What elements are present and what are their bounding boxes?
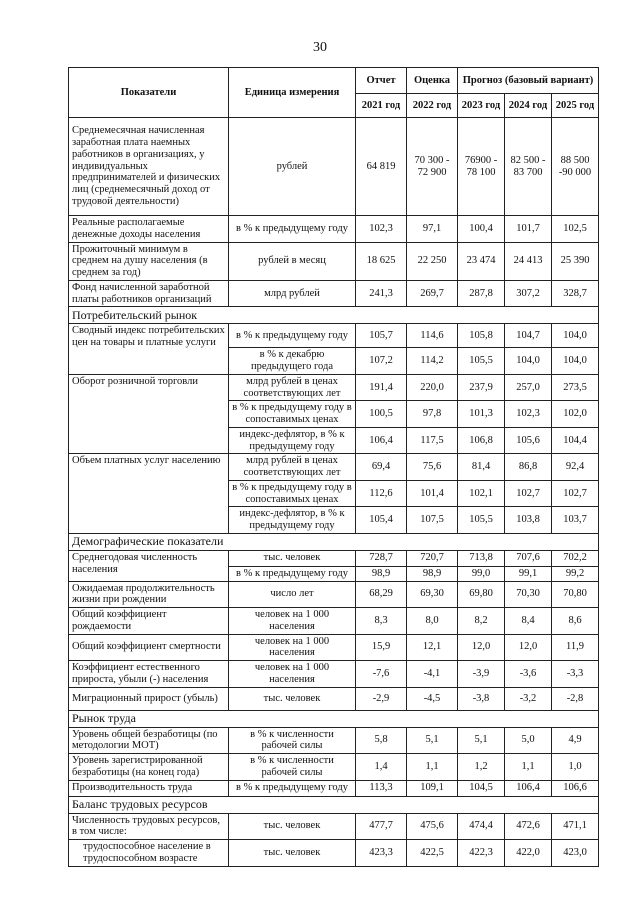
- unit-cell: человек на 1 000 населения: [229, 634, 356, 661]
- value-cell: 86,8: [505, 454, 552, 481]
- value-cell: 422,3: [458, 840, 505, 867]
- value-cell: 5,1: [407, 727, 458, 754]
- value-cell: 12,0: [505, 634, 552, 661]
- indicator-label: Сводный индекс потребительских цен на товары и платные услуги: [69, 324, 229, 375]
- value-cell: 423,0: [552, 840, 599, 867]
- value-cell: 728,7: [356, 550, 407, 566]
- unit-cell: в % к предыдущему году: [229, 780, 356, 796]
- value-cell: -3,8: [458, 687, 505, 710]
- section-title: Демографические показатели: [69, 533, 599, 550]
- unit-cell: в % к декабрю предыдущего года: [229, 348, 356, 375]
- value-cell: 1,2: [458, 754, 505, 781]
- indicator-label: Ожидаемая продолжительность жизни при рождении: [69, 581, 229, 608]
- value-cell: 5,8: [356, 727, 407, 754]
- unit-cell: рублей в месяц: [229, 242, 356, 280]
- value-cell: 8,6: [552, 608, 599, 635]
- value-cell: 273,5: [552, 374, 599, 401]
- value-cell: 24 413: [505, 242, 552, 280]
- value-cell: 92,4: [552, 454, 599, 481]
- value-cell: 15,9: [356, 634, 407, 661]
- value-cell: 105,5: [458, 348, 505, 375]
- value-cell: 101,4: [407, 480, 458, 507]
- value-cell: 237,9: [458, 374, 505, 401]
- unit-cell: число лет: [229, 581, 356, 608]
- value-cell: 8,4: [505, 608, 552, 635]
- value-cell: 75,6: [407, 454, 458, 481]
- unit-cell: в % к предыдущему году в сопоставимых ценах: [229, 480, 356, 507]
- table-row: [69, 454, 599, 481]
- value-cell: 105,4: [356, 507, 407, 534]
- header-unit: Единица измерения: [229, 68, 356, 118]
- indicator-label: Среднегодовая численность населения: [69, 550, 229, 581]
- unit-cell: человек на 1 000 населения: [229, 661, 356, 688]
- value-cell: 477,7: [356, 813, 407, 840]
- value-cell: 114,2: [407, 348, 458, 375]
- value-cell: 422,0: [505, 840, 552, 867]
- header-indicators: Показатели: [69, 68, 229, 118]
- value-cell: 22 250: [407, 242, 458, 280]
- table-row: [69, 754, 599, 781]
- value-cell: 97,1: [407, 216, 458, 243]
- table-row: [69, 118, 599, 216]
- value-cell: 105,5: [458, 507, 505, 534]
- indicator-label: Общий коэффициент рождаемости: [69, 608, 229, 635]
- table-row: [69, 727, 599, 754]
- value-cell: 69,30: [407, 581, 458, 608]
- value-cell: 104,5: [458, 780, 505, 796]
- value-cell: 102,5: [552, 216, 599, 243]
- unit-cell: в % к численности рабочей силы: [229, 727, 356, 754]
- table-row: [69, 216, 599, 243]
- value-cell: 106,4: [505, 780, 552, 796]
- value-cell: 423,3: [356, 840, 407, 867]
- value-cell: 475,6: [407, 813, 458, 840]
- header-year-2025: 2025 год: [552, 94, 599, 118]
- value-cell: 69,80: [458, 581, 505, 608]
- value-cell: 99,2: [552, 566, 599, 581]
- value-cell: 104,0: [552, 348, 599, 375]
- section-title: Рынок труда: [69, 710, 599, 727]
- indicator-label: Среднемесячная начисленная заработная плата наемных работников в организациях, у индивидуальных предпринимателей и физических лиц (среднемесячный доход от трудовой деятельности): [69, 118, 229, 216]
- value-cell: 105,8: [458, 324, 505, 348]
- value-cell: 720,7: [407, 550, 458, 566]
- header-estimate: Оценка: [407, 68, 458, 94]
- value-cell: 70,80: [552, 581, 599, 608]
- unit-cell: человек на 1 000 населения: [229, 608, 356, 635]
- value-cell: 103,7: [552, 507, 599, 534]
- section-row: [69, 533, 599, 550]
- table-row: [69, 687, 599, 710]
- value-cell: 105,6: [505, 427, 552, 454]
- value-cell: 70,30: [505, 581, 552, 608]
- unit-cell: в % к предыдущему году в сопоставимых ценах: [229, 401, 356, 428]
- unit-cell: рублей: [229, 118, 356, 216]
- forecast-table: [68, 67, 599, 867]
- value-cell: 25 390: [552, 242, 599, 280]
- unit-cell: тыс. человек: [229, 813, 356, 840]
- value-cell: -3,6: [505, 661, 552, 688]
- section-row: [69, 307, 599, 324]
- value-cell: 5,0: [505, 727, 552, 754]
- value-cell: 101,7: [505, 216, 552, 243]
- value-cell: 104,0: [505, 348, 552, 375]
- value-cell: 102,0: [552, 401, 599, 428]
- table-row: [69, 242, 599, 280]
- value-cell: 102,7: [505, 480, 552, 507]
- value-cell: 102,3: [356, 216, 407, 243]
- table-row: [69, 634, 599, 661]
- indicator-label: Объем платных услуг населению: [69, 454, 229, 534]
- value-cell: 11,9: [552, 634, 599, 661]
- value-cell: 76900 - 78 100: [458, 118, 505, 216]
- value-cell: 112,6: [356, 480, 407, 507]
- unit-cell: млрд рублей: [229, 280, 356, 307]
- table-row: [69, 813, 599, 840]
- indicator-label: Миграционный прирост (убыль): [69, 687, 229, 710]
- value-cell: 98,9: [407, 566, 458, 581]
- unit-cell: тыс. человек: [229, 687, 356, 710]
- header-year-2024: 2024 год: [505, 94, 552, 118]
- value-cell: 69,4: [356, 454, 407, 481]
- value-cell: 107,2: [356, 348, 407, 375]
- unit-cell: тыс. человек: [229, 550, 356, 566]
- value-cell: 328,7: [552, 280, 599, 307]
- value-cell: 105,7: [356, 324, 407, 348]
- value-cell: 104,0: [552, 324, 599, 348]
- value-cell: -3,9: [458, 661, 505, 688]
- value-cell: 106,4: [356, 427, 407, 454]
- value-cell: 104,7: [505, 324, 552, 348]
- value-cell: 220,0: [407, 374, 458, 401]
- value-cell: 707,6: [505, 550, 552, 566]
- indicator-label: Реальные располагаемые денежные доходы населения: [69, 216, 229, 243]
- value-cell: 8,3: [356, 608, 407, 635]
- value-cell: 307,2: [505, 280, 552, 307]
- section-row: [69, 796, 599, 813]
- value-cell: 1,1: [505, 754, 552, 781]
- value-cell: 68,29: [356, 581, 407, 608]
- value-cell: 99,1: [505, 566, 552, 581]
- header-report: Отчет: [356, 68, 407, 94]
- unit-cell: в % к предыдущему году: [229, 324, 356, 348]
- value-cell: -3,2: [505, 687, 552, 710]
- value-cell: 8,0: [407, 608, 458, 635]
- value-cell: -4,5: [407, 687, 458, 710]
- value-cell: 8,2: [458, 608, 505, 635]
- unit-cell: в % к предыдущему году: [229, 566, 356, 581]
- value-cell: 102,1: [458, 480, 505, 507]
- section-title: Потребительский рынок: [69, 307, 599, 324]
- section-row: [69, 710, 599, 727]
- value-cell: 99,0: [458, 566, 505, 581]
- table-row: [69, 581, 599, 608]
- unit-cell: индекс-дефлятор, в % к предыдущему году: [229, 507, 356, 534]
- value-cell: 82 500 - 83 700: [505, 118, 552, 216]
- header-year-2022: 2022 год: [407, 94, 458, 118]
- value-cell: 64 819: [356, 118, 407, 216]
- value-cell: 1,1: [407, 754, 458, 781]
- value-cell: 269,7: [407, 280, 458, 307]
- value-cell: 109,1: [407, 780, 458, 796]
- value-cell: 257,0: [505, 374, 552, 401]
- value-cell: -7,6: [356, 661, 407, 688]
- value-cell: 81,4: [458, 454, 505, 481]
- header-year-2023: 2023 год: [458, 94, 505, 118]
- value-cell: -3,3: [552, 661, 599, 688]
- table-row: [69, 550, 599, 566]
- value-cell: 18 625: [356, 242, 407, 280]
- unit-cell: млрд рублей в ценах соответствующих лет: [229, 374, 356, 401]
- value-cell: -2,9: [356, 687, 407, 710]
- value-cell: 1,4: [356, 754, 407, 781]
- value-cell: 287,8: [458, 280, 505, 307]
- value-cell: 4,9: [552, 727, 599, 754]
- indicator-label: Уровень зарегистрированной безработицы (на конец года): [69, 754, 229, 781]
- value-cell: 5,1: [458, 727, 505, 754]
- value-cell: 471,1: [552, 813, 599, 840]
- value-cell: 104,4: [552, 427, 599, 454]
- value-cell: 103,8: [505, 507, 552, 534]
- value-cell: 97,8: [407, 401, 458, 428]
- indicator-label: Численность трудовых ресурсов, в том числе:: [69, 813, 229, 840]
- value-cell: 12,1: [407, 634, 458, 661]
- value-cell: 102,3: [505, 401, 552, 428]
- value-cell: 70 300 - 72 900: [407, 118, 458, 216]
- indicator-label: трудоспособное население в трудоспособном возрасте: [69, 840, 229, 867]
- value-cell: 100,5: [356, 401, 407, 428]
- table-row: [69, 324, 599, 348]
- table-row: [69, 280, 599, 307]
- unit-cell: индекс-дефлятор, в % к предыдущему году: [229, 427, 356, 454]
- value-cell: 100,4: [458, 216, 505, 243]
- value-cell: 88 500 -90 000: [552, 118, 599, 216]
- indicator-label: Уровень общей безработицы (по методологии МОТ): [69, 727, 229, 754]
- value-cell: 422,5: [407, 840, 458, 867]
- value-cell: -4,1: [407, 661, 458, 688]
- value-cell: 106,6: [552, 780, 599, 796]
- table-row: [69, 608, 599, 635]
- unit-cell: в % к предыдущему году: [229, 216, 356, 243]
- table-body: [69, 118, 599, 867]
- indicator-label: Оборот розничной торговли: [69, 374, 229, 454]
- value-cell: 702,2: [552, 550, 599, 566]
- unit-cell: тыс. человек: [229, 840, 356, 867]
- table-row: [69, 661, 599, 688]
- table-row: [69, 840, 599, 867]
- header-year-2021: 2021 год: [356, 94, 407, 118]
- table-row: [69, 374, 599, 401]
- indicator-label: Прожиточный минимум в среднем на душу населения (в среднем за год): [69, 242, 229, 280]
- indicator-label: Коэффициент естественного прироста, убыли (-) населения: [69, 661, 229, 688]
- value-cell: 113,3: [356, 780, 407, 796]
- value-cell: 1,0: [552, 754, 599, 781]
- value-cell: 107,5: [407, 507, 458, 534]
- table-row: [69, 780, 599, 796]
- value-cell: 106,8: [458, 427, 505, 454]
- value-cell: 474,4: [458, 813, 505, 840]
- page-number: 30: [313, 40, 327, 55]
- indicator-label: Общий коэффициент смертности: [69, 634, 229, 661]
- value-cell: 12,0: [458, 634, 505, 661]
- value-cell: 23 474: [458, 242, 505, 280]
- value-cell: 101,3: [458, 401, 505, 428]
- value-cell: -2,8: [552, 687, 599, 710]
- indicator-label: Производительность труда: [69, 780, 229, 796]
- section-title: Баланс трудовых ресурсов: [69, 796, 599, 813]
- value-cell: 98,9: [356, 566, 407, 581]
- value-cell: 117,5: [407, 427, 458, 454]
- value-cell: 191,4: [356, 374, 407, 401]
- unit-cell: млрд рублей в ценах соответствующих лет: [229, 454, 356, 481]
- indicator-label: Фонд начисленной заработной платы работников организаций: [69, 280, 229, 307]
- value-cell: 102,7: [552, 480, 599, 507]
- header-forecast: Прогноз (базовый вариант): [458, 68, 599, 94]
- value-cell: 472,6: [505, 813, 552, 840]
- value-cell: 241,3: [356, 280, 407, 307]
- value-cell: 114,6: [407, 324, 458, 348]
- unit-cell: в % к численности рабочей силы: [229, 754, 356, 781]
- value-cell: 713,8: [458, 550, 505, 566]
